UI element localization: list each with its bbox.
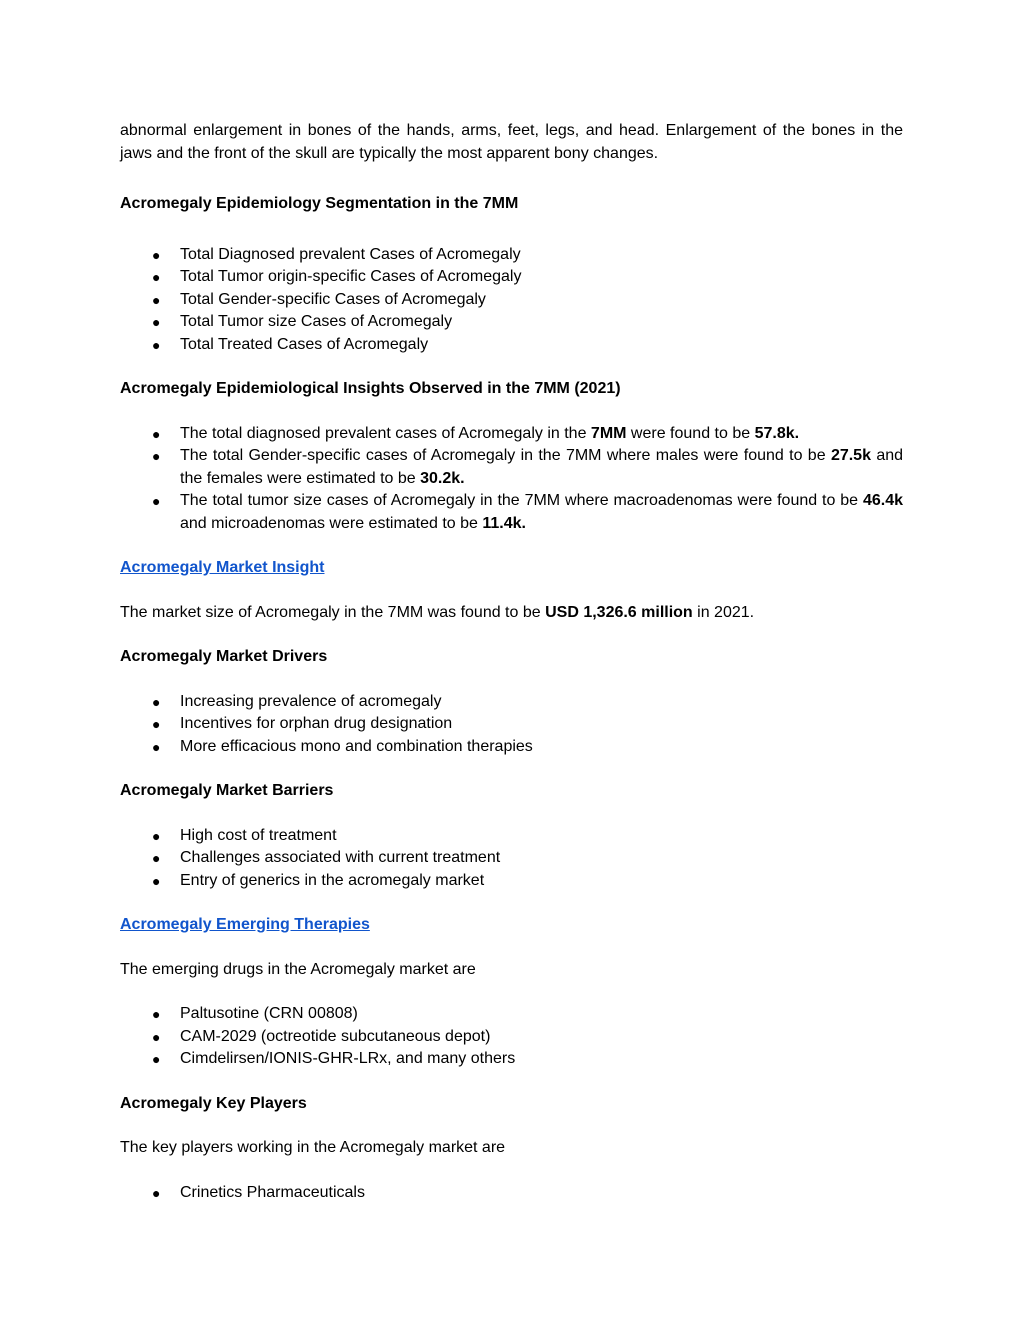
market-insight-link[interactable]: Acromegaly Market Insight (120, 559, 325, 576)
bullet-icon: ● (152, 1006, 161, 1022)
bullet-icon: ● (152, 291, 161, 308)
drivers-list (120, 691, 903, 759)
bullet-icon: ● (152, 827, 161, 844)
list-item: ● The total diagnosed prevalent cases of Acromegaly in the 7MM were found to be 57.8k. (120, 423, 903, 446)
bullet-icon: ● (152, 1051, 161, 1067)
bullet-icon: ● (152, 872, 161, 889)
bullet-icon: ● (152, 693, 161, 710)
insights-list (120, 423, 903, 536)
bullet-icon: ● (152, 850, 161, 866)
bullet-icon: ● (152, 493, 161, 509)
list-item: ● Total Tumor origin-specific Cases of Acromegaly (120, 266, 903, 289)
bullet-icon: ● (152, 425, 161, 442)
list-item: ● More efficacious mono and combination therapies (120, 736, 903, 759)
segmentation-list (120, 244, 903, 357)
drivers-heading: Acromegaly Market Drivers (120, 648, 328, 665)
list-item: ● High cost of treatment (120, 825, 903, 848)
bullet-icon: ● (152, 246, 161, 263)
bullet-icon: ● (152, 336, 161, 353)
list-item: ● Cimdelirsen/IONIS-GHR-LRx, and many others (120, 1048, 903, 1071)
key-players-heading: Acromegaly Key Players (120, 1094, 307, 1112)
bullet-icon: ● (152, 716, 161, 732)
bullet-icon: ● (152, 738, 161, 755)
list-item: ● Challenges associated with current treatment (120, 847, 903, 870)
bullet-icon: ● (152, 448, 161, 464)
list-item: ● Total Treated Cases of Acromegaly (120, 334, 903, 357)
barriers-heading: Acromegaly Market Barriers (120, 782, 334, 799)
list-item: ● CAM-2029 (octreotide subcutaneous depot) (120, 1026, 903, 1049)
list-item: ● Paltusotine (CRN 00808) (120, 1003, 903, 1026)
list-item: ● Total Gender-specific Cases of Acromegaly (120, 289, 903, 312)
bullet-icon: ● (152, 1028, 161, 1045)
emerging-paragraph: The emerging drugs in the Acromegaly market are (120, 960, 476, 978)
list-item: ● The total Gender-specific cases of Acromegaly in the 7MM where males were found to be 27.5k and the females were estimated to be 30.2k. (152, 447, 904, 487)
list-item: ● Crinetics Pharmaceuticals (120, 1182, 903, 1205)
list-item: ● Incentives for orphan drug designation (120, 713, 903, 736)
list-item: ● The total tumor size cases of Acromegaly in the 7MM where macroadenomas were found to be 46.4k and microadenomas were estimated to be 11.4k. (152, 492, 903, 532)
market-size-paragraph: The market size of Acromegaly in the 7MM was found to be USD 1,326.6 million in 2021. (120, 603, 755, 621)
bullet-icon: ● (152, 1184, 161, 1201)
list-item: ● Total Tumor size Cases of Acromegaly (120, 311, 903, 334)
intro-paragraph: abnormal enlargement in bones of the hands, arms, feet, legs, and head. Enlargement of the bones in the jaws and the front of the skull are typically the most apparent bony changes. (120, 122, 903, 162)
emerging-therapies-link[interactable]: Acromegaly Emerging Therapies (120, 916, 370, 933)
insights-heading: Acromegaly Epidemiological Insights Observed in the 7MM (2021) (120, 380, 621, 397)
emerging-list (120, 1003, 903, 1071)
segmentation-heading: Acromegaly Epidemiology Segmentation in the 7MM (120, 195, 519, 212)
bullet-icon: ● (152, 269, 161, 285)
document-page (120, 120, 903, 1204)
key-players-paragraph: The key players working in the Acromegaly market are (120, 1139, 506, 1156)
barriers-list (120, 825, 903, 893)
list-item: ● Total Diagnosed prevalent Cases of Acromegaly (120, 244, 903, 267)
list-item: ● Entry of generics in the acromegaly market (120, 870, 903, 893)
key-players-list (120, 1182, 903, 1205)
list-item: ● Increasing prevalence of acromegaly (120, 691, 903, 714)
bullet-icon: ● (152, 314, 161, 330)
